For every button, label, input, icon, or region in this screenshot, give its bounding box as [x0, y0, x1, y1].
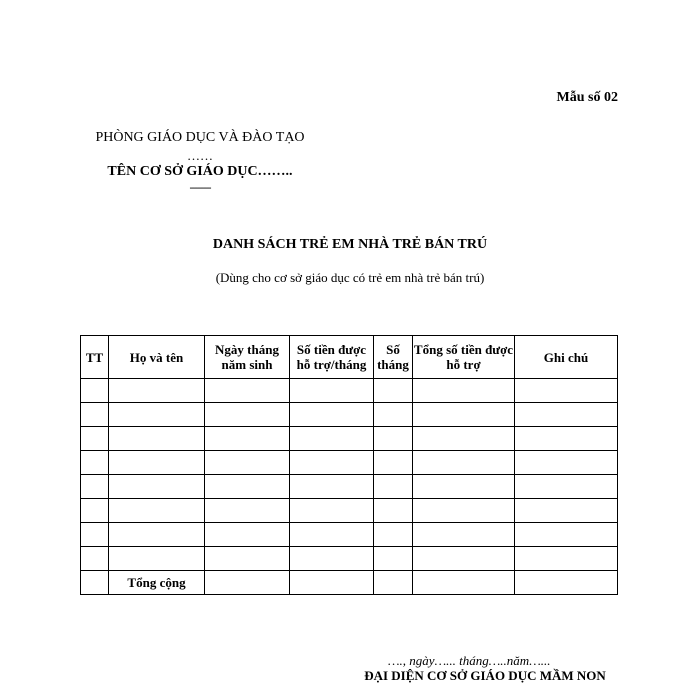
document-title: DANH SÁCH TRẺ EM NHÀ TRẺ BÁN TRÚ — [212, 237, 488, 252]
institution-rule: ------- — [189, 180, 211, 194]
table-row — [81, 427, 618, 451]
table-row — [81, 451, 618, 475]
column-header-months: Số tháng — [374, 336, 413, 379]
column-header-total-support: Tổng số tiền được hỗ trợ — [413, 336, 515, 379]
column-header-name: Họ và tên — [109, 336, 205, 379]
form-number: Mẫu số 02 — [556, 90, 618, 105]
total-label: Tổng cộng — [109, 571, 205, 595]
table-row — [81, 547, 618, 571]
signer-title: ĐẠI DIỆN CƠ SỞ GIÁO DỤC MẦM NON — [364, 668, 606, 683]
department-name: PHÒNG GIÁO DỤC VÀ ĐÀO TẠO — [95, 130, 305, 145]
table-total-row — [81, 571, 618, 595]
table-row — [81, 403, 618, 427]
column-header-monthly-support: Số tiền được hỗ trợ/tháng — [290, 336, 374, 379]
roster-table — [80, 335, 618, 595]
table-header-row — [81, 336, 618, 379]
table-row — [81, 475, 618, 499]
document-subtitle: (Dùng cho cơ sở giáo dục có trẻ em nhà trẻ bán trú) — [215, 270, 485, 285]
department-dots: …… — [187, 148, 213, 163]
column-header-notes: Ghi chú — [515, 336, 618, 379]
column-header-tt: TT — [81, 336, 109, 379]
date-line: …., ngày…... tháng…..năm…... — [388, 653, 551, 668]
table-row — [81, 523, 618, 547]
column-header-birthdate: Ngày tháng năm sinh — [205, 336, 290, 379]
table-row — [81, 499, 618, 523]
institution-name: TÊN CƠ SỞ GIÁO DỤC…….. — [107, 164, 293, 179]
table-row — [81, 379, 618, 403]
